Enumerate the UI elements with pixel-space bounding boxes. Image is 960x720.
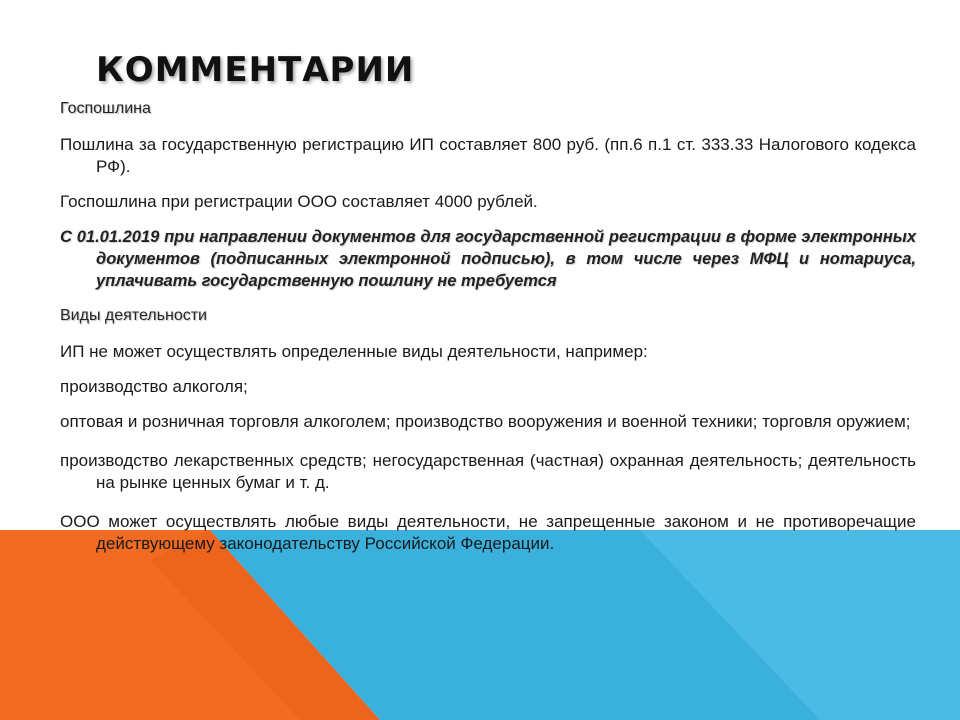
fee-heading: Госпошлина	[60, 100, 151, 117]
activity-intro: ИП не может осуществлять определенные виды деятельности, например:	[60, 342, 648, 361]
activity-ooo-paragraph: ООО может осуществлять любые виды деятельности, не запрещенные законом и не противоречащие действующему законодательству Российской Федерации.	[60, 512, 916, 553]
activity-item-pharma: производство лекарственных средств; негосударственная (частная) охранная деятельность; деятельность на рынке ценных бумаг и т. д.	[60, 451, 916, 492]
slide-title: КОММЕНТАРИИ	[96, 50, 415, 90]
fee-ooo-paragraph: Госпошлина при регистрации ООО составляет 4000 рублей.	[60, 192, 538, 211]
content-body	[60, 98, 916, 568]
activity-item-alcohol: производство алкоголя;	[60, 377, 248, 396]
fee-ip-paragraph: Пошлина за государственную регистрацию ИП составляет 800 руб. (пп.6 п.1 ст. 333.33 Налогового кодекса РФ).	[60, 135, 916, 176]
activity-heading: Виды деятельности	[60, 307, 207, 324]
activity-item-trade: оптовая и розничная торговля алкоголем; производство вооружения и военной техники; торговля оружием;	[60, 412, 911, 431]
fee-exemption-paragraph: С 01.01.2019 при направлении документов для государственной регистрации в форме электронных документов (подписанных электронной подписью), в том числе через МФЦ и нотариуса, уплачивать государственную пошлину не требуется	[60, 228, 916, 290]
